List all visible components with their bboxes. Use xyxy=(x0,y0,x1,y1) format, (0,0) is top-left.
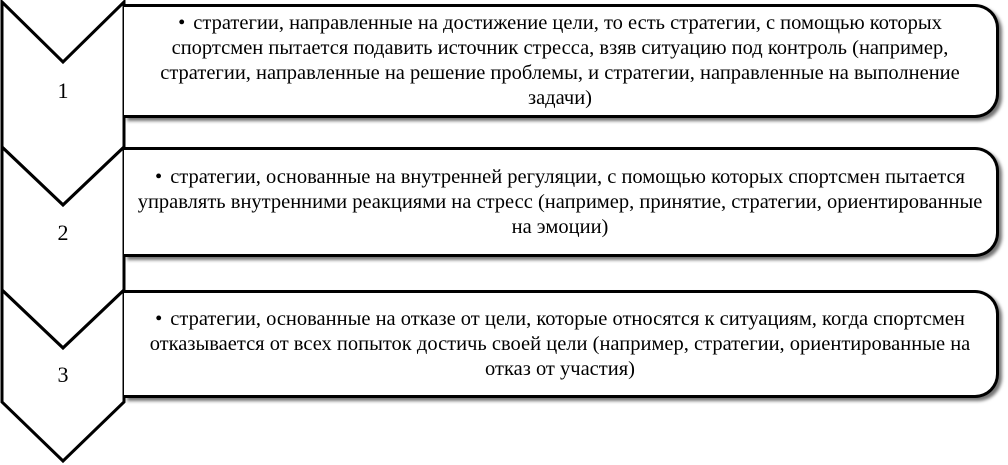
step-description-2 xyxy=(124,165,996,240)
step-text-3: стратегии, основанные на отказе от цели, которые относятся к ситуациям, когда спортсмен отказывается от всех попыток достичь своей цели (например, стратегии, ориентированные на отказ от участия) xyxy=(149,307,971,380)
step-box-3 xyxy=(124,290,999,398)
bullet: • xyxy=(178,12,186,34)
step-box-1 xyxy=(124,4,999,118)
step-number-1: 1 xyxy=(57,78,69,103)
step-box-2 xyxy=(124,147,999,257)
bullet: • xyxy=(155,307,163,330)
step-number-3: 3 xyxy=(57,362,69,387)
step-description-1 xyxy=(124,11,996,111)
step-number-2: 2 xyxy=(57,220,69,245)
step-text-2: стратегии, основанные на внутренней регуляции, с помощью которых спортсмен пытается управлять внутренними реакциями на стресс (например, принятие, стратегии, ориентированные на эмоции) xyxy=(137,165,983,238)
bullet: • xyxy=(155,165,163,188)
step-description-3 xyxy=(124,307,996,382)
step-text-1: стратегии, направленные на достижение цели, то есть стратегии, с помощью которых спортсмен пытается подавить источник стресса, взяв ситуацию под контроль (например, стратегии, направленные на решение проблемы, и стратегии, направленные на выполнение задачи) xyxy=(160,12,960,109)
